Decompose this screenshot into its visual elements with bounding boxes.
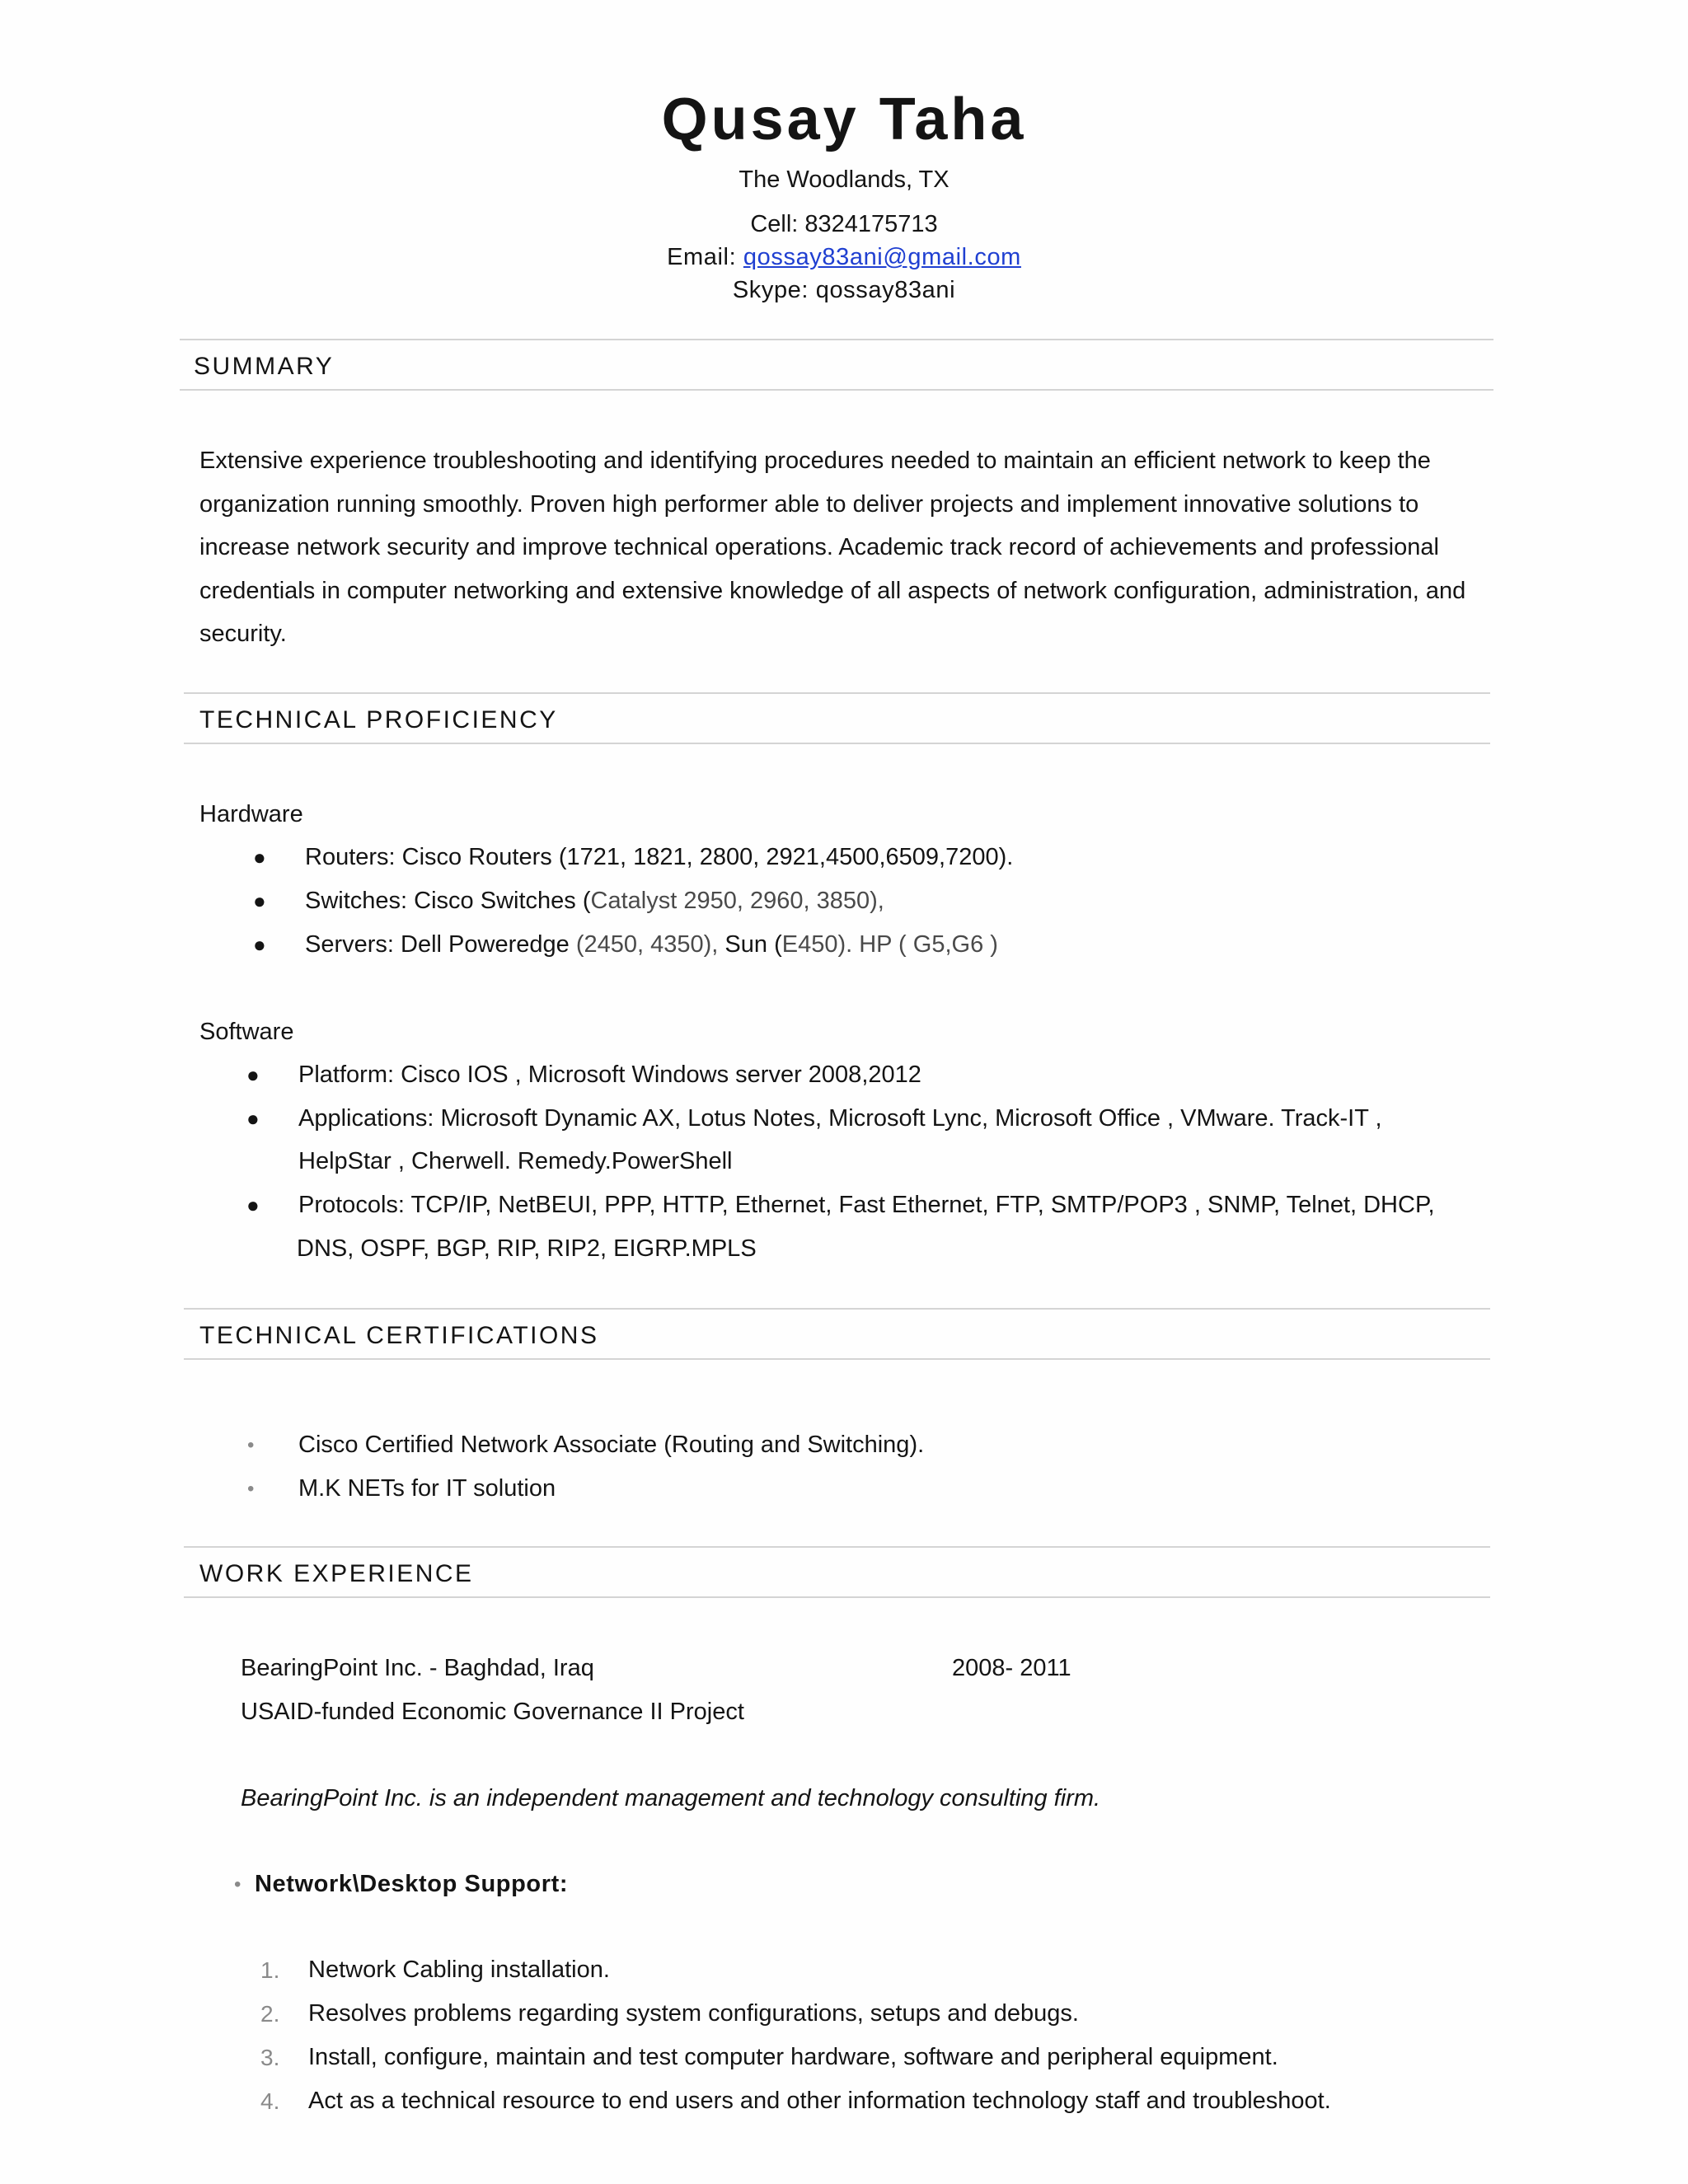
section-title-summary: SUMMARY xyxy=(194,353,335,380)
list-number: 2. xyxy=(260,2001,280,2027)
software-label: Software xyxy=(199,1019,294,1045)
hardware-item: Switches: Cisco Switches (Catalyst 2950, 2960, 3850), xyxy=(305,888,884,914)
bullet-icon: ● xyxy=(246,1062,260,1087)
hardware-label: Hardware xyxy=(199,801,303,827)
certification-item: M.K NETs for IT solution xyxy=(298,1475,556,1502)
divider xyxy=(184,743,1490,744)
duty-item: Resolves problems regarding system configurations, setups and debugs. xyxy=(308,2000,1079,2027)
list-number: 1. xyxy=(260,1957,280,1983)
employment-dates: 2008- 2011 xyxy=(952,1655,1071,1681)
software-item-cont: DNS, OSPF, BGP, RIP, RIP2, EIGRP.MPLS xyxy=(297,1235,757,1262)
email-label: Email: xyxy=(667,244,743,270)
location: The Woodlands, TX xyxy=(738,166,950,193)
certification-item: Cisco Certified Network Associate (Routing and Switching). xyxy=(298,1432,925,1458)
bullet-icon: • xyxy=(247,1478,255,1500)
list-number: 3. xyxy=(260,2045,280,2070)
divider xyxy=(184,1596,1490,1598)
duty-item: Install, configure, maintain and test computer hardware, software and peripheral equipment. xyxy=(308,2044,1278,2070)
divider xyxy=(184,1546,1490,1548)
bullet-icon: ● xyxy=(253,932,266,957)
divider xyxy=(184,1358,1490,1360)
divider xyxy=(184,1308,1490,1310)
bullet-icon: ● xyxy=(253,845,266,869)
divider xyxy=(180,389,1493,391)
bullet-icon: • xyxy=(247,1434,255,1456)
candidate-name: Qusay Taha xyxy=(661,87,1027,152)
software-item-cont: HelpStar , Cherwell. Remedy.PowerShell xyxy=(298,1148,733,1174)
duty-item: Network Cabling installation. xyxy=(308,1957,610,1983)
software-item: Protocols: TCP/IP, NetBEUI, PPP, HTTP, Ethernet, Fast Ethernet, FTP, SMTP/POP3 , SNMP, Telnet, DHCP, xyxy=(298,1192,1435,1218)
hardware-item: Routers: Cisco Routers (1721, 1821, 2800, 2921,4500,6509,7200). xyxy=(305,844,1014,870)
software-item: Applications: Microsoft Dynamic AX, Lotus Notes, Microsoft Lync, Microsoft Office , VMware. Track-IT , xyxy=(298,1105,1382,1132)
company: BearingPoint Inc. - Baghdad, Iraq xyxy=(241,1655,594,1681)
hardware-item: Servers: Dell Poweredge (2450, 4350), Sun (E450). HP ( G5,G6 ) xyxy=(305,931,998,958)
divider xyxy=(184,692,1490,694)
bullet-icon: • xyxy=(234,1873,241,1896)
skype: Skype: qossay83ani xyxy=(732,277,956,303)
bullet-icon: ● xyxy=(246,1106,260,1131)
software-item: Platform: Cisco IOS , Microsoft Windows server 2008,2012 xyxy=(298,1062,921,1088)
list-number: 4. xyxy=(260,2088,280,2114)
bullet-icon: ● xyxy=(253,888,266,913)
role-title: Network\Desktop Support: xyxy=(255,1871,569,1897)
duty-item: Act as a technical resource to end users and other information technology staff and troubleshoot. xyxy=(308,2088,1331,2114)
summary-text: Extensive experience troubleshooting and identifying procedures needed to maintain an efficient network to keep the organization running smoothly. Proven high performer able to deliver projects and implement innovative solutions to increase network security and improve technical operations. Academic track record of achievements and professional credentials in computer networking and extensive knowledge of all aspects of network configuration, administration, and security. xyxy=(199,448,1466,647)
company-description: BearingPoint Inc. is an independent management and technology consulting firm. xyxy=(241,1785,1101,1811)
email-link[interactable]: qossay83ani@gmail.com xyxy=(743,244,1021,270)
divider xyxy=(180,339,1493,340)
cell-phone: Cell: 8324175713 xyxy=(750,211,938,237)
bullet-icon: ● xyxy=(246,1193,260,1217)
section-title-technical-proficiency: TECHNICAL PROFICIENCY xyxy=(199,706,558,733)
project: USAID-funded Economic Governance II Project xyxy=(241,1699,744,1725)
section-title-work-experience: WORK EXPERIENCE xyxy=(199,1560,474,1587)
email-line xyxy=(0,244,1688,271)
section-title-certifications: TECHNICAL CERTIFICATIONS xyxy=(199,1322,599,1349)
